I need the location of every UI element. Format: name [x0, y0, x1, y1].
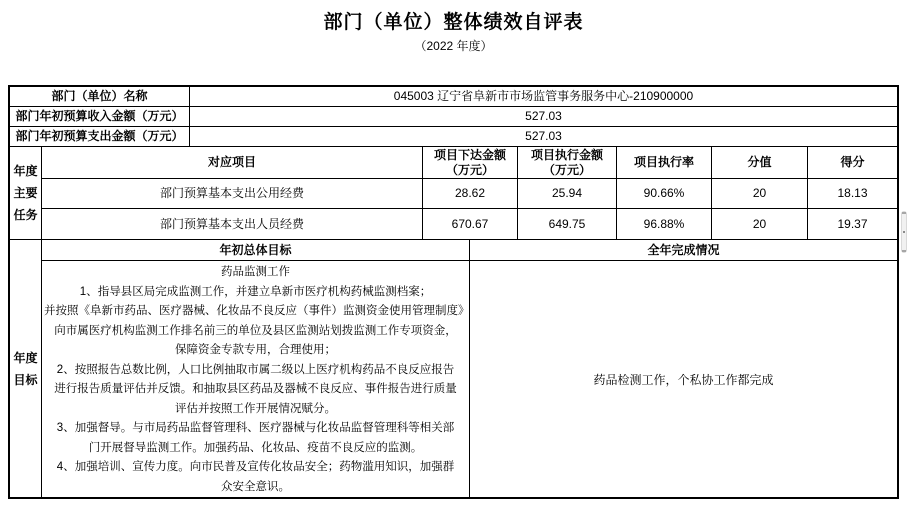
table-row-budget-expense	[10, 127, 897, 147]
evaluation-table	[8, 85, 899, 499]
scrollbar-thumb[interactable]	[901, 211, 907, 253]
goal-line: 向市属医疗机构监测工作排名前三的单位及县区监测站划拨监测工作专项资金，	[54, 324, 457, 337]
goal-line: 1、指导县区局完成监测工作，并建立阜新市医疗机构药械监测档案；	[79, 285, 432, 298]
header-initial-goals: 年初总体目标	[42, 240, 470, 260]
header-issued-amount: 项目下达金额（万元）	[423, 147, 518, 178]
task-executed-amount: 649.75	[518, 209, 617, 239]
task-row-personnel-funds	[42, 209, 897, 239]
header-execution-rate: 项目执行率	[617, 147, 712, 178]
tasks-side-label: 年度主要任务	[10, 147, 42, 239]
dept-name-value: 045003 辽宁省阜新市市场监管事务服务中心-210900000	[393, 88, 694, 103]
goal-line: 4、加强培训、宣传力度。向市民普及宣传化妆品安全；药物滥用知识，加强群	[56, 461, 455, 473]
goal-line: 2、按照报告总数比例，人口比例抽取市属二级以上医疗机构药品不良反应报告	[56, 363, 455, 376]
goal-line: 3、加强督导。与市局药品监督管理科、医疗器械与化妆品监督管理科等相关部	[56, 422, 455, 434]
header-score: 得分	[840, 155, 865, 169]
scrollbar-tick-icon	[902, 212, 906, 214]
task-issued-amount: 670.67	[423, 209, 518, 239]
task-score: 18.13	[837, 186, 868, 200]
table-row-dept-name	[10, 87, 897, 107]
scrollbar-tick-icon	[902, 250, 906, 252]
initial-goals-text	[42, 261, 470, 497]
goal-line: 评估并按照工作开展情况赋分。	[175, 402, 336, 415]
goals-content-row	[42, 261, 897, 497]
task-score-value: 20	[712, 179, 808, 208]
task-executed-amount: 25.94	[518, 179, 617, 208]
budget-expense-value: 527.03	[525, 129, 562, 144]
table-row-budget-income	[10, 107, 897, 128]
task-issued-amount: 28.62	[423, 179, 518, 208]
header-executed-amount: 项目执行金额（万元）	[518, 147, 617, 178]
task-project: 部门预算基本支出公用经费	[42, 179, 423, 208]
page-title: 部门（单位）整体绩效自评表	[323, 12, 584, 33]
completion-status-text: 药品检测工作，个私协工作都完成	[593, 372, 774, 387]
goals-header-row	[42, 240, 897, 261]
goal-line: 众安全意识。	[221, 480, 290, 493]
task-score-value: 20	[712, 209, 808, 239]
task-execution-rate: 96.88%	[617, 209, 712, 239]
page-subtitle: （2022 年度）	[414, 39, 493, 53]
goal-line: 进行报告质量评估并反馈。和抽取县区药品及器械不良反应、事件报告进行质量	[54, 383, 457, 395]
task-project: 部门预算基本支出人员经费	[42, 209, 423, 239]
tasks-section	[10, 147, 897, 240]
goal-line: 保障资金专款专用，合理使用；	[175, 344, 336, 356]
goal-line: 药品监测工作	[221, 266, 290, 278]
budget-income-label: 部门年初预算收入金额（万元）	[10, 107, 190, 127]
scrollbar-dot-icon	[903, 231, 905, 233]
header-score-value: 分值	[712, 147, 808, 178]
dept-name-label: 部门（单位）名称	[10, 87, 190, 106]
tasks-header-row	[42, 147, 897, 179]
header-completion-status: 全年完成情况	[647, 242, 720, 257]
goals-section	[10, 240, 897, 497]
task-execution-rate: 90.66%	[617, 179, 712, 208]
goal-line: 门开展督导监测工作。加强药品、化妆品、疫苗不良反应的监测。	[88, 441, 423, 454]
goals-side-label: 年度目标	[10, 240, 42, 497]
header-project: 对应项目	[42, 147, 423, 178]
task-row-public-funds	[42, 179, 897, 209]
goal-line: 并按照《阜新市药品、医疗器械、化妆品不良反应（事件）监测资金使用管理制度》	[44, 305, 470, 317]
budget-expense-label: 部门年初预算支出金额（万元）	[10, 127, 190, 146]
budget-income-value: 527.03	[525, 109, 562, 123]
task-score: 19.37	[837, 216, 868, 231]
